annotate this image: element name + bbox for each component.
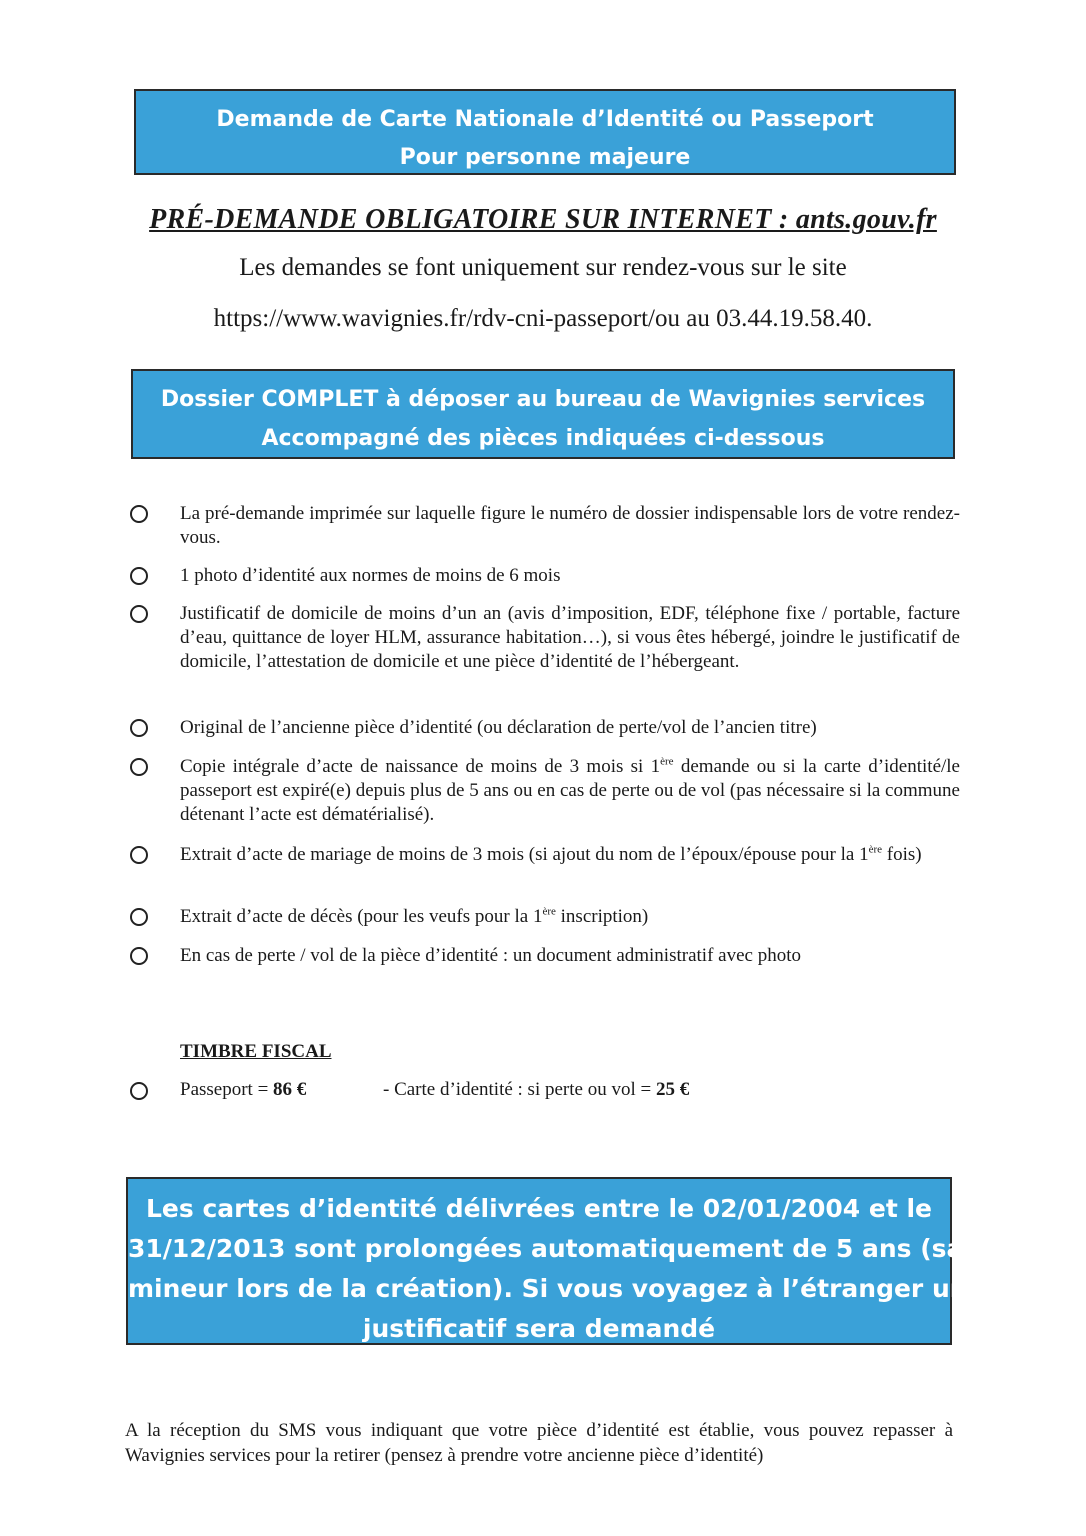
checkbox-circle [130, 947, 148, 965]
info-line: Les cartes d’identité délivrées entre le 02/01/2004 et le [145, 1194, 932, 1223]
carte-price-line: - Carte d’identité : si perte ou vol = 25 € [383, 1079, 690, 1100]
checklist-item-text: En cas de perte / vol de la pièce d’identité : un document administratif avec photo [180, 945, 801, 966]
dossier-box [131, 369, 955, 459]
header-box [134, 89, 956, 175]
checkbox-circle [130, 758, 148, 776]
carte-price: 25 € [655, 1079, 690, 1100]
checkbox-circle [130, 505, 148, 523]
timbre-title: TIMBRE FISCAL [180, 1041, 332, 1062]
info-line: 31/12/2013 sont prolongées automatiquement de 5 ans (sauf si [128, 1234, 1025, 1263]
dossier-subtitle: Accompagné des pièces indiquées ci-dessous [261, 426, 825, 451]
passeport-price: 86 € [273, 1079, 307, 1100]
checklist-item [130, 843, 960, 867]
info-line: mineur lors de la création). Si vous voyagez à l’étranger un [128, 1274, 968, 1303]
checkbox-circle [130, 1082, 148, 1100]
header-subtitle: Pour personne majeure [399, 145, 691, 170]
checklist-item [130, 716, 960, 740]
passeport-price-line: Passeport = 86 € [180, 1079, 307, 1100]
checklist-item [130, 944, 960, 968]
dossier-title: Dossier COMPLET à déposer au bureau de Wavignies services [160, 387, 926, 412]
checklist-item [130, 564, 960, 588]
checkbox-circle [130, 605, 148, 623]
checklist-item-text: Original de l’ancienne pièce d’identité (ou déclaration de perte/vol de l’ancien titre) [180, 717, 817, 738]
checkbox-circle [130, 719, 148, 737]
checklist-item [130, 755, 960, 827]
header-title: Demande de Carte Nationale d’Identité ou Passeport [216, 107, 874, 132]
checklist-item-text: Extrait d’acte de mariage de moins de 3 mois (si ajout du nom de l’époux/épouse pour la 1ère fois) [180, 843, 922, 865]
timbre-row [130, 1079, 930, 1105]
checkbox-circle [130, 908, 148, 926]
checkbox-circle [130, 846, 148, 864]
checklist-item [130, 905, 960, 929]
checklist-item-text: Justificatif de domicile de moins d’un an (avis d’imposition, EDF, téléphone fixe / portable, facture d’eau, quittance de loyer HLM, assurance habitation…), si vous êtes hébergé, joindre le justificatif de domicile, l’attestation de domicile et une pièce d’identité de l’hébergeant. [180, 603, 960, 672]
footer-note: A la réception du SMS vous indiquant que votre pièce d’identité est établie, vous pouvez repasser à Wavignies services pour la retirer (pensez à prendre votre ancienne pièce d’identité) [125, 1420, 953, 1466]
info-box [126, 1177, 1025, 1345]
predemande-notice: PRÉ-DEMANDE OBLIGATOIRE SUR INTERNET : ants.gouv.fr [149, 204, 937, 235]
checklist-item-text: 1 photo d’identité aux normes de moins de 6 mois [180, 565, 561, 586]
checklist-item [130, 602, 960, 674]
checklist-item-text: Copie intégrale d’acte de naissance de moins de 3 mois si 1ère demande ou si la carte d’identité/le passeport est expiré(e) depuis plus de 5 ans ou en cas de perte ou de vol (pas nécessaire si la commune détenant l’acte est dématérialisé). [180, 755, 960, 825]
checklist-item-text: Extrait d’acte de décès (pour les veufs pour la 1ère inscription) [180, 905, 649, 927]
checklist-item [130, 502, 960, 550]
rdv-text: Les demandes se font uniquement sur rendez-vous sur le site [239, 254, 847, 281]
checklist-item-text: La pré-demande imprimée sur laquelle figure le numéro de dossier indispensable lors de votre rendez-vous. [180, 503, 960, 548]
rdv-url: https://www.wavignies.fr/rdv-cni-passeport/ou au 03.44.19.58.40. [213, 305, 873, 332]
info-line: justificatif sera demandé [362, 1314, 716, 1343]
checkbox-circle [130, 567, 148, 585]
